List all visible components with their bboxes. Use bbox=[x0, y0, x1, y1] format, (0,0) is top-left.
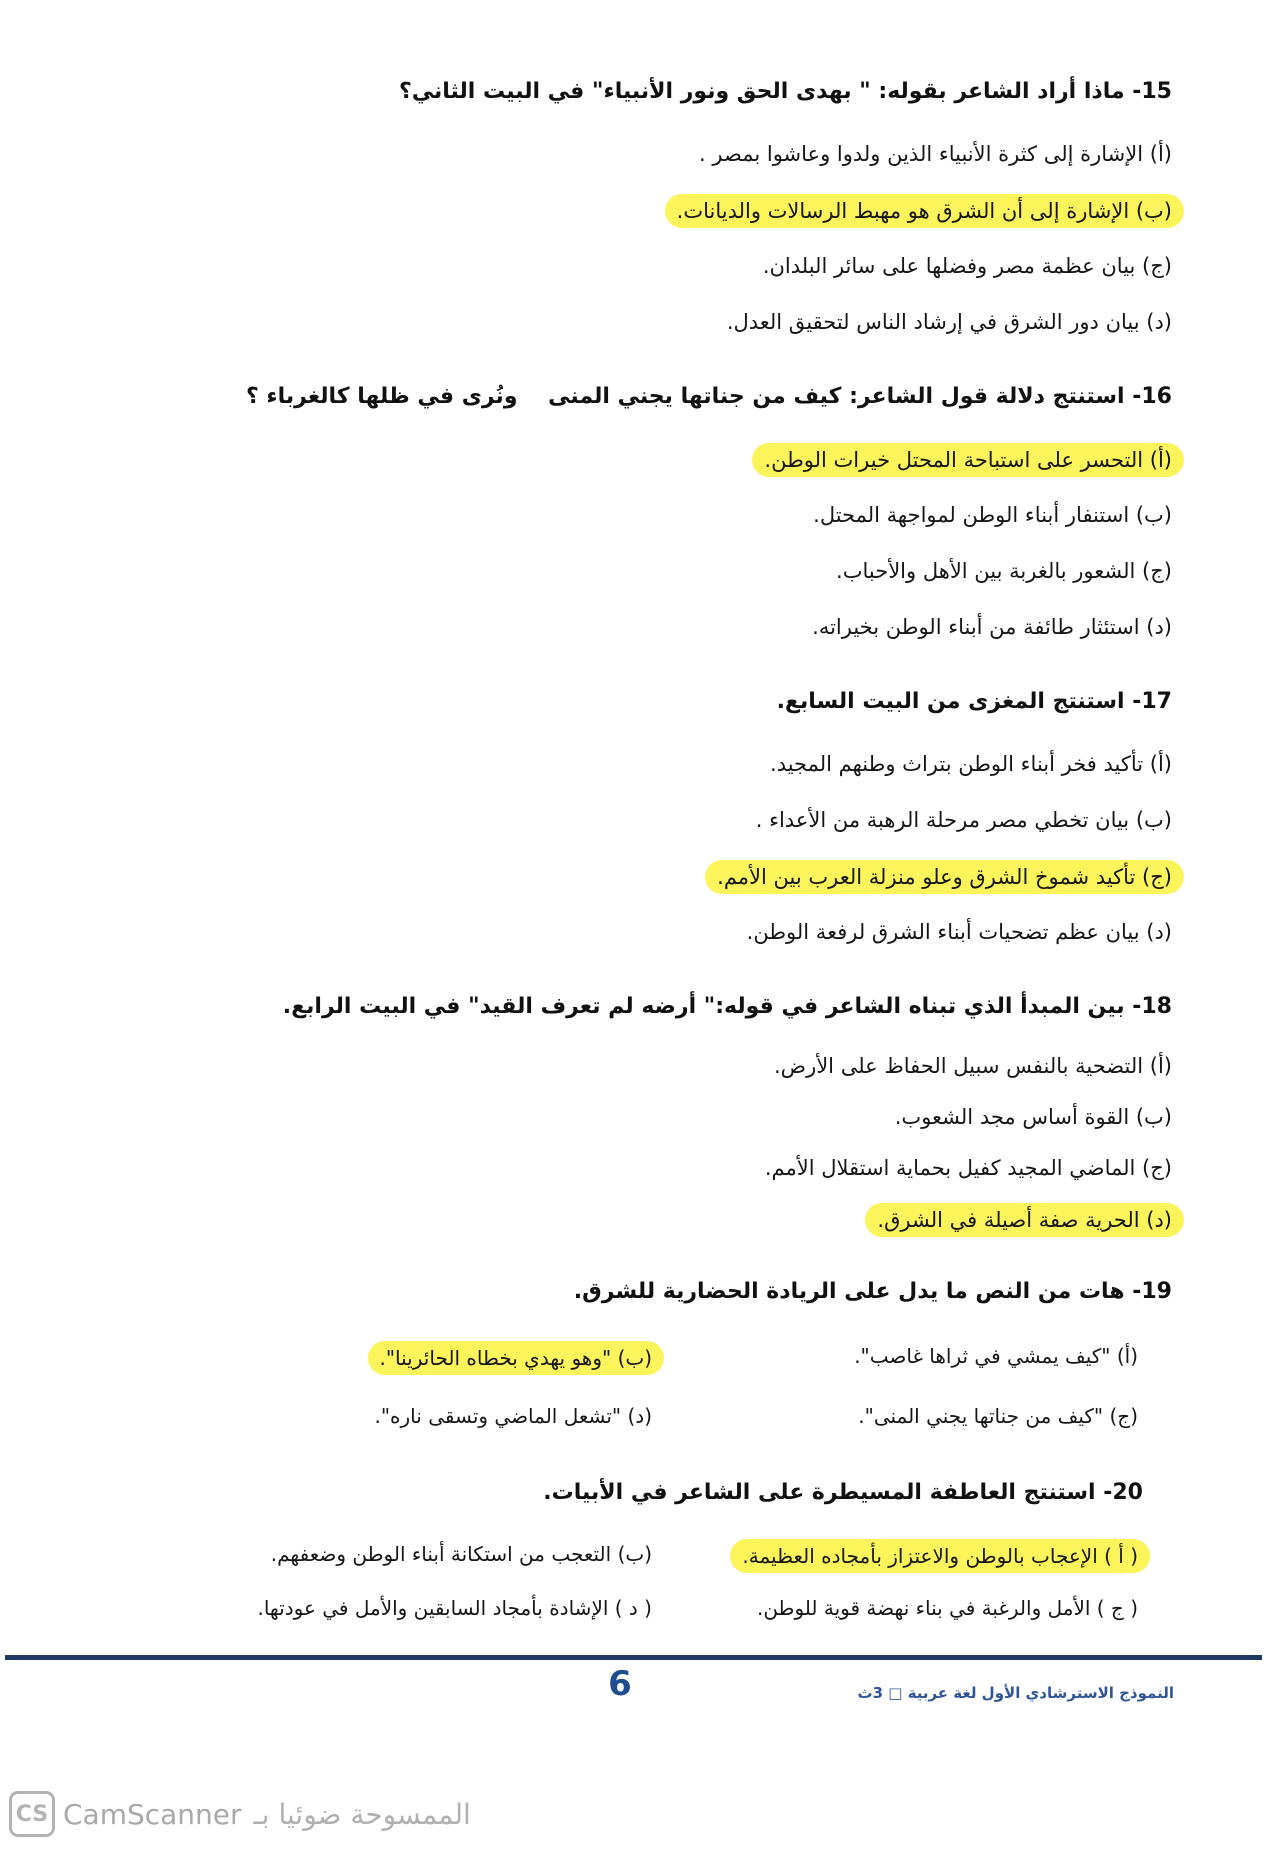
question-20 bbox=[40, 1465, 1172, 1635]
option-b bbox=[40, 182, 1172, 238]
options-row bbox=[40, 1581, 1172, 1635]
highlighted-answer: (د) الحرية صفة أصيلة في الشرق. bbox=[865, 1203, 1184, 1237]
options-row bbox=[40, 1527, 1172, 1581]
option-a: (أ) تأكيد فخر أبناء الوطن بتراث وطنهم المجيد. bbox=[770, 752, 1172, 776]
option-b: (ب) التعجب من استكانة أبناء الوطن وضعفهم. bbox=[270, 1542, 652, 1566]
highlighted-answer: ( أ ) الإعجاب بالوطن والاعتزاز بأمجاده العظيمة. bbox=[730, 1539, 1150, 1573]
options-row bbox=[40, 1386, 1172, 1446]
question-17 bbox=[40, 674, 1172, 960]
page-number: 6 bbox=[608, 1664, 632, 1704]
option-d: (د) بيان دور الشرق في إرشاد الناس لتحقيق العدل. bbox=[726, 310, 1172, 334]
footer-rule bbox=[5, 1655, 1262, 1660]
highlighted-answer: (أ) التحسر على استباحة المحتل خيرات الوطن. bbox=[752, 443, 1184, 477]
question-19 bbox=[40, 1264, 1172, 1446]
option-c: ( ج ) الأمل والرغبة في بناء نهضة قوية للوطن. bbox=[756, 1596, 1138, 1620]
question-heading: 19- هات من النص ما يدل على الريادة الحضارية للشرق. bbox=[573, 1279, 1172, 1304]
camscanner-brand: CamScanner bbox=[63, 1797, 242, 1831]
option-c: (ج) "كيف من جناتها يجني المنى". bbox=[858, 1404, 1138, 1428]
question-18 bbox=[40, 979, 1172, 1245]
scan-caption: الممسوحة ضوئيا بـ bbox=[253, 1797, 471, 1831]
option-d: (د) بيان عظم تضحيات أبناء الشرق لرفعة الوطن. bbox=[746, 920, 1172, 944]
question-heading: 20- استنتج العاطفة المسيطرة على الشاعر في الأبيات. bbox=[543, 1480, 1143, 1505]
exam-page bbox=[40, 64, 1172, 1654]
option-a: (أ) التضحية بالنفس سبيل الحفاظ على الأرض. bbox=[774, 1054, 1172, 1078]
option-a bbox=[652, 1527, 1138, 1581]
option-b: (ب) بيان تخطي مصر مرحلة الرهبة من الأعداء . bbox=[755, 808, 1172, 832]
option-b bbox=[368, 1326, 653, 1386]
exam-title: النموذج الاسترشادي الأول لغة عربية □ 3ث bbox=[857, 1684, 1174, 1702]
option-b: (ب) القوة أساس مجد الشعوب. bbox=[894, 1105, 1172, 1129]
question-heading: 16- استنتج دلالة قول الشاعر: كيف من جناتها يجني المنى ونُرى في ظلها كالغرباء ؟ bbox=[245, 384, 1172, 409]
question-heading: 15- ماذا أراد الشاعر بقوله: " بهدى الحق ونور الأنبياء" في البيت الثاني؟ bbox=[398, 79, 1172, 104]
option-a: (أ) الإشارة إلى كثرة الأنبياء الذين ولدوا وعاشوا بمصر . bbox=[699, 142, 1172, 166]
option-c bbox=[40, 848, 1172, 904]
question-heading: 18- بين المبدأ الذي تبناه الشاعر في قوله:" أرضه لم تعرف القيد" في البيت الرابع. bbox=[282, 994, 1172, 1019]
highlighted-answer: (ج) تأكيد شموخ الشرق وعلو منزلة العرب بين الأمم. bbox=[705, 860, 1184, 894]
option-d: ( د ) الإشادة بأمجاد السابقين والأمل في عودتها. bbox=[257, 1596, 652, 1620]
options-row bbox=[40, 1326, 1172, 1386]
question-15 bbox=[40, 64, 1172, 350]
option-c: (ج) الشعور بالغربة بين الأهل والأحباب. bbox=[836, 559, 1172, 583]
option-a bbox=[40, 431, 1172, 487]
option-b: (ب) استنفار أبناء الوطن لمواجهة المحتل. bbox=[813, 503, 1172, 527]
camscanner-logo-icon: CS bbox=[9, 1791, 55, 1837]
highlighted-answer: (ب) "وهو يهدي بخطاه الحائرينا". bbox=[368, 1341, 665, 1375]
option-c: (ج) بيان عظمة مصر وفضلها على سائر البلدان. bbox=[762, 254, 1172, 278]
option-d: (د) "تشعل الماضي وتسقى ناره". bbox=[374, 1404, 652, 1428]
highlighted-answer: (ب) الإشارة إلى أن الشرق هو مهبط الرسالات والديانات. bbox=[665, 194, 1184, 228]
camscanner-watermark bbox=[9, 1790, 471, 1838]
option-c: (ج) الماضي المجيد كفيل بحماية استقلال الأمم. bbox=[764, 1156, 1172, 1180]
option-d bbox=[40, 1194, 1172, 1245]
option-d: (د) استئثار طائفة من أبناء الوطن بخيراته. bbox=[812, 615, 1172, 639]
question-16 bbox=[40, 369, 1172, 655]
option-a: (أ) "كيف يمشي في ثراها غاصب". bbox=[854, 1344, 1138, 1368]
question-heading: 17- استنتج المغزى من البيت السابع. bbox=[776, 689, 1172, 714]
